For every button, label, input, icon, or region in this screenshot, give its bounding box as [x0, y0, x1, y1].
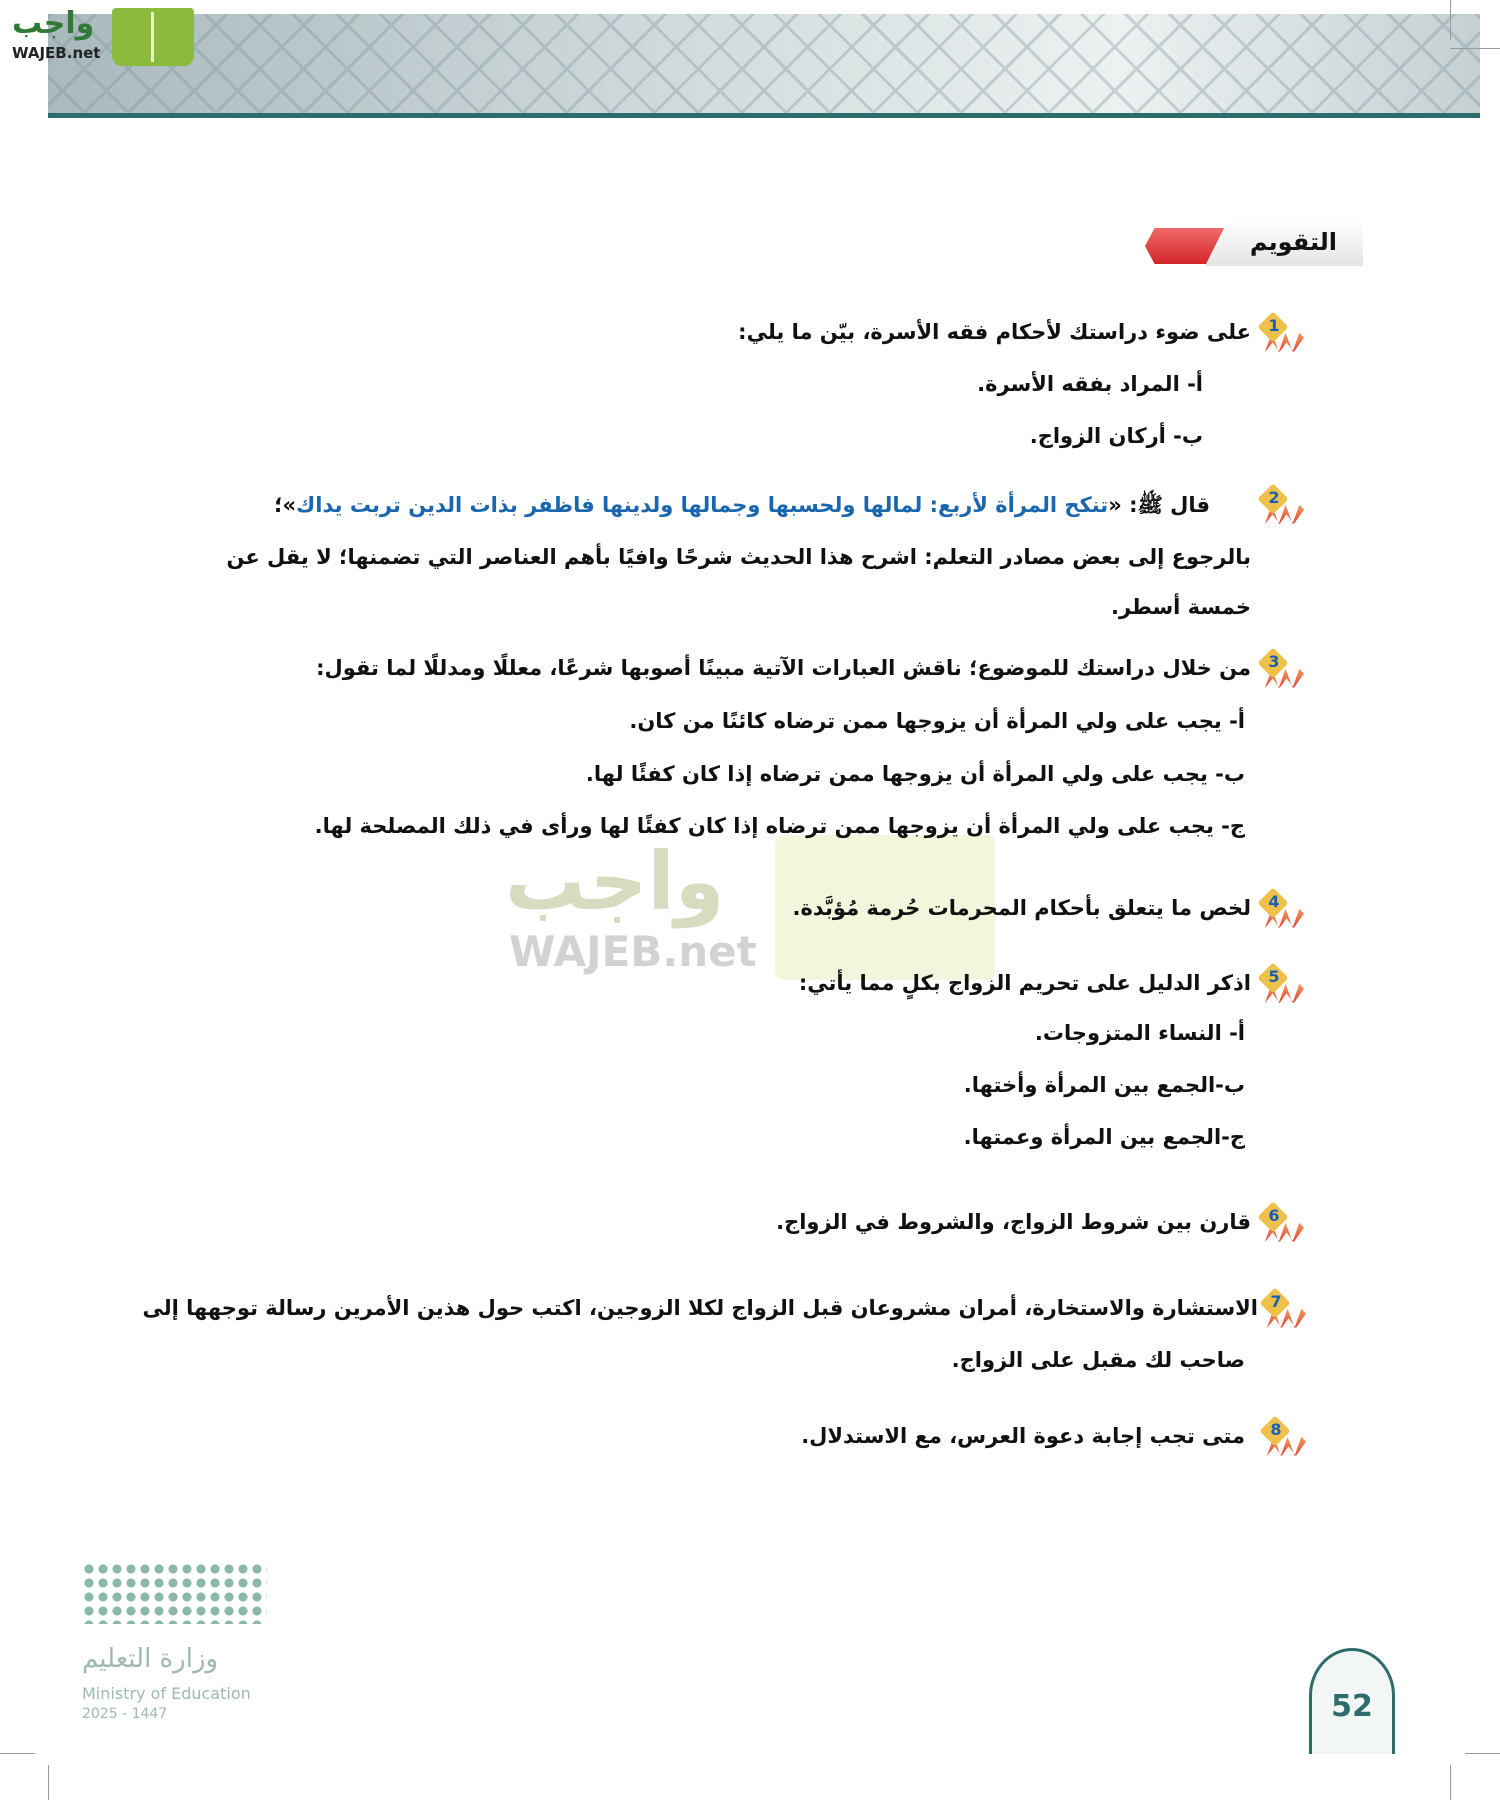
wajeb-logo[interactable]: واجب WAJEB.net — [8, 6, 193, 68]
question-number-badge: 3 — [1258, 652, 1304, 692]
question-2-hadith-line: قال ﷺ: «تنكح المرأة لأربع: لمالها ولحسبها وجمالها ولدينها فاظفر بذات الدين تربت يداك»؛ — [274, 493, 1210, 517]
page-number-badge — [1309, 1648, 1395, 1754]
question-number-badge: 2 — [1258, 488, 1304, 528]
section-title: التقويم — [1249, 228, 1337, 256]
question-3-text: من خلال دراستك للموضوع؛ ناقش العبارات الآتية مبينًا أصوبها شرعًا، معللًا ومدللًا لما تقول: — [316, 656, 1251, 680]
question-4-text: لخص ما يتعلق بأحكام المحرمات حُرمة مُؤبَّدة. — [792, 896, 1251, 920]
question-number-badge: 8 — [1260, 1420, 1306, 1460]
decorative-header-band — [48, 14, 1480, 118]
question-7-text: الاستشارة والاستخارة، أمران مشروعان قبل الزواج لكلا الزوجين، اكتب حول هذين الأمرين رسالة توجهها إلى — [142, 1296, 1258, 1320]
section-title-badge — [1145, 222, 1365, 268]
question-8-text: متى تجب إجابة دعوة العرس، مع الاستدلال. — [801, 1424, 1245, 1448]
question-number-badge: 7 — [1260, 1292, 1306, 1332]
watermark: واجب WAJEB.net — [505, 835, 1005, 985]
question-5-item-a: أ- النساء المتزوجات. — [1034, 1021, 1245, 1045]
question-5-text: اذكر الدليل على تحريم الزواج بكلٍ مما يأتي: — [798, 971, 1251, 995]
question-2-text-cont: خمسة أسطر. — [1111, 595, 1251, 619]
question-1-item-a: أ- المراد بفقه الأسرة. — [977, 372, 1203, 396]
question-5-item-c: ج-الجمع بين المرأة وعمتها. — [963, 1125, 1245, 1149]
question-number-badge: 5 — [1258, 967, 1304, 1007]
question-6-text: قارن بين شروط الزواج، والشروط في الزواج. — [776, 1210, 1251, 1234]
question-number-badge: 1 — [1258, 316, 1304, 356]
question-7-text-cont: صاحب لك مقبل على الزواج. — [951, 1348, 1245, 1372]
hadith-text: تنكح المرأة لأربع: لمالها ولحسبها وجمالها ولدينها فاظفر بذات الدين تربت يداك — [296, 493, 1109, 517]
question-number-badge: 6 — [1258, 1206, 1304, 1246]
ministry-of-education-logo: وزارة التعليم Ministry of Education 2025 - 1447 — [82, 1562, 272, 1722]
question-1-text: على ضوء دراستك لأحكام فقه الأسرة، بيّن ما يلي: — [738, 320, 1251, 344]
question-2-text: بالرجوع إلى بعض مصادر التعلم: اشرح هذا الحديث شرحًا وافيًا بأهم العناصر التي تضمنها؛ لا يقل عن — [226, 545, 1251, 569]
question-1-item-b: ب- أركان الزواج. — [1029, 424, 1203, 448]
page-number: 52 — [1331, 1689, 1373, 1724]
question-3-item-b: ب- يجب على ولي المرأة أن يزوجها ممن ترضاه إذا كان كفئًا لها. — [585, 762, 1245, 786]
question-3-item-a: أ- يجب على ولي المرأة أن يزوجها ممن ترضاه كائنًا من كان. — [629, 709, 1245, 733]
question-5-item-b: ب-الجمع بين المرأة وأختها. — [963, 1073, 1245, 1097]
question-number-badge: 4 — [1258, 892, 1304, 932]
book-icon — [112, 8, 194, 66]
question-3-item-c: ج- يجب على ولي المرأة أن يزوجها ممن ترضاه إذا كان كفئًا لها ورأى في ذلك المصلحة لها. — [314, 814, 1245, 838]
